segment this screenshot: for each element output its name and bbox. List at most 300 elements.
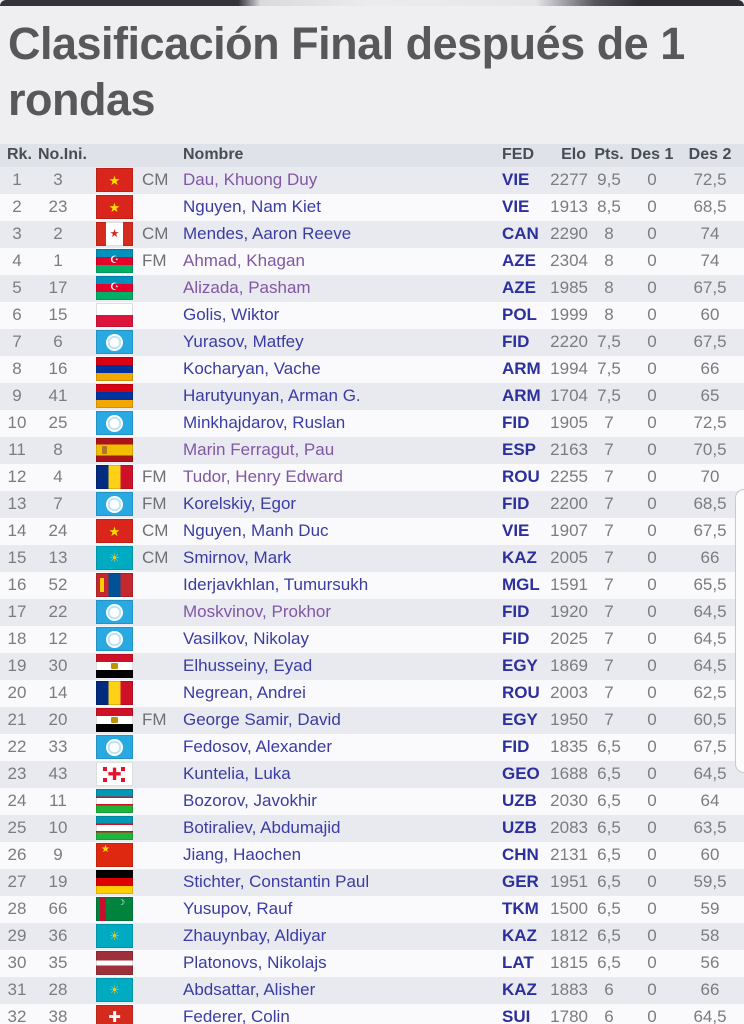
table-header-row: [0, 144, 744, 167]
tiebreak1-cell: 0: [647, 1007, 657, 1024]
tiebreak2-cell: 58: [700, 926, 720, 946]
federation-cell: MGL: [502, 575, 540, 595]
tiebreak2-cell: 64,5: [693, 629, 727, 649]
points-cell: 7: [604, 548, 614, 568]
tiebreak2-cell: 67,5: [693, 737, 727, 757]
fide-title-cell: [134, 680, 172, 707]
fide-title-cell: CM: [142, 224, 169, 244]
flag-cell: [82, 491, 134, 518]
table-row: [0, 356, 744, 383]
tiebreak1-cell: 0: [647, 683, 657, 703]
player-name-link[interactable]: Yurasov, Matfey: [183, 332, 304, 352]
fid-flag-icon: [96, 735, 133, 759]
player-name-link[interactable]: Marin Ferragut, Pau: [183, 440, 335, 460]
federation-cell: UZB: [502, 818, 537, 838]
player-name-link[interactable]: Stichter, Constantin Paul: [183, 872, 370, 892]
flag-cell: [82, 383, 134, 410]
rank-cell: 30: [7, 953, 27, 973]
flag-cell: [82, 221, 134, 248]
table-row: [0, 680, 744, 707]
federation-cell: POL: [502, 305, 537, 325]
mgl-flag-icon: [96, 573, 133, 597]
fid-flag-icon: [96, 330, 133, 354]
player-name-link[interactable]: Zhauynbay, Aldiyar: [183, 926, 327, 946]
overlay-panel-edge: [735, 489, 744, 773]
tiebreak2-cell: 59: [700, 899, 720, 919]
federation-cell: VIE: [502, 170, 530, 190]
points-cell: 6,5: [597, 845, 621, 865]
player-name-link[interactable]: Vasilkov, Nikolay: [183, 629, 309, 649]
elo-cell: 1905: [550, 413, 588, 433]
start-number-cell: 24: [48, 521, 68, 541]
player-name-link[interactable]: Jiang, Haochen: [183, 845, 302, 865]
col-header-name: Nombre: [183, 146, 244, 164]
points-cell: 7: [604, 683, 614, 703]
points-cell: 8: [604, 278, 614, 298]
tiebreak1-cell: 0: [647, 440, 657, 460]
elo-cell: 1500: [550, 899, 588, 919]
federation-cell: FID: [502, 413, 530, 433]
kaz-flag-icon: [96, 546, 133, 570]
points-cell: 7: [604, 710, 614, 730]
flag-cell: [82, 653, 134, 680]
rank-cell: 20: [7, 683, 27, 703]
tiebreak1-cell: 0: [647, 521, 657, 541]
federation-cell: AZE: [502, 278, 536, 298]
aze-flag-icon: [96, 249, 133, 273]
table-row: [0, 221, 744, 248]
tiebreak2-cell: 68,5: [693, 494, 727, 514]
elo-cell: 2030: [550, 791, 588, 811]
rank-cell: 9: [12, 386, 22, 406]
start-number-cell: 23: [48, 197, 68, 217]
rank-cell: 5: [12, 278, 22, 298]
elo-cell: 1951: [550, 872, 588, 892]
tiebreak1-cell: 0: [647, 386, 657, 406]
tiebreak2-cell: 72,5: [693, 170, 727, 190]
start-number-cell: 25: [48, 413, 68, 433]
fide-title-cell: [134, 356, 172, 383]
start-number-cell: 8: [53, 440, 63, 460]
tiebreak2-cell: 66: [700, 359, 720, 379]
start-number-cell: 1: [53, 251, 63, 271]
elo-cell: 2131: [550, 845, 588, 865]
federation-cell: TKM: [502, 899, 539, 919]
rank-cell: 29: [7, 926, 27, 946]
flag-cell: [82, 896, 134, 923]
start-number-cell: 7: [53, 494, 63, 514]
rank-cell: 8: [12, 359, 22, 379]
flag-cell: [82, 410, 134, 437]
player-name-link[interactable]: Smirnov, Mark: [183, 548, 292, 568]
player-name-link[interactable]: Ahmad, Khagan: [183, 251, 305, 271]
fide-title-cell: FM: [142, 251, 167, 271]
player-name-link[interactable]: Nguyen, Manh Duc: [183, 521, 329, 541]
rank-cell: 3: [12, 224, 22, 244]
table-row: [0, 410, 744, 437]
arm-flag-icon: [96, 384, 133, 408]
fide-title-cell: [134, 761, 172, 788]
points-cell: 8,5: [597, 197, 621, 217]
table-row: [0, 518, 744, 545]
fide-title-cell: [134, 788, 172, 815]
tiebreak1-cell: 0: [647, 710, 657, 730]
fide-title-cell: [134, 950, 172, 977]
federation-cell: LAT: [502, 953, 534, 973]
points-cell: 6,5: [597, 926, 621, 946]
start-number-cell: 12: [48, 629, 68, 649]
federation-cell: ARM: [502, 359, 541, 379]
player-name-link[interactable]: Yusupov, Rauf: [183, 899, 293, 919]
federation-cell: FID: [502, 494, 530, 514]
start-number-cell: 13: [48, 548, 68, 568]
can-flag-icon: [96, 222, 133, 246]
elo-cell: 1812: [550, 926, 588, 946]
fide-title-cell: [134, 626, 172, 653]
kaz-flag-icon: [96, 978, 133, 1002]
flag-cell: [82, 437, 134, 464]
elo-cell: 1780: [550, 1007, 588, 1024]
tiebreak1-cell: 0: [647, 548, 657, 568]
player-name-link[interactable]: Golis, Wiktor: [183, 305, 280, 325]
tiebreak1-cell: 0: [647, 305, 657, 325]
rank-cell: 14: [7, 521, 27, 541]
table-row: [0, 1004, 744, 1024]
points-cell: 7: [604, 494, 614, 514]
rank-cell: 15: [7, 548, 27, 568]
col-header-elo: Elo: [561, 146, 586, 164]
player-name-link[interactable]: Negrean, Andrei: [183, 683, 306, 703]
player-name-link[interactable]: Elhusseiny, Eyad: [183, 656, 313, 676]
chn-flag-icon: [96, 843, 133, 867]
player-name-link[interactable]: Tudor, Henry Edward: [183, 467, 343, 487]
tiebreak2-cell: 67,5: [693, 521, 727, 541]
flag-cell: [82, 248, 134, 275]
table-row: [0, 842, 744, 869]
rank-cell: 24: [7, 791, 27, 811]
fide-title-cell: [134, 383, 172, 410]
tiebreak2-cell: 60,5: [693, 710, 727, 730]
elo-cell: 1688: [550, 764, 588, 784]
table-row: [0, 626, 744, 653]
elo-cell: 2290: [550, 224, 588, 244]
arm-flag-icon: [96, 357, 133, 381]
flag-cell: [82, 977, 134, 1004]
table-row: [0, 950, 744, 977]
fide-title-cell: CM: [142, 521, 169, 541]
col-header-points: Pts.: [594, 146, 624, 164]
col-header-rank: Rk.: [7, 146, 32, 164]
points-cell: 6: [604, 980, 614, 1000]
player-name-link[interactable]: Dau, Khuong Duy: [183, 170, 318, 190]
flag-cell: [82, 923, 134, 950]
table-row: [0, 707, 744, 734]
federation-cell: EGY: [502, 656, 538, 676]
points-cell: 6,5: [597, 872, 621, 892]
tiebreak1-cell: 0: [647, 872, 657, 892]
vie-flag-icon: [96, 519, 133, 543]
federation-cell: ROU: [502, 683, 540, 703]
table-row: [0, 275, 744, 302]
tiebreak2-cell: 67,5: [693, 278, 727, 298]
table-row: [0, 437, 744, 464]
points-cell: 7,5: [597, 359, 621, 379]
flag-cell: [82, 869, 134, 896]
table-row: [0, 761, 744, 788]
tiebreak2-cell: 63,5: [693, 818, 727, 838]
rank-cell: 4: [12, 251, 22, 271]
points-cell: 7: [604, 602, 614, 622]
start-number-cell: 16: [48, 359, 68, 379]
start-number-cell: 10: [48, 818, 68, 838]
elo-cell: 1985: [550, 278, 588, 298]
federation-cell: ROU: [502, 467, 540, 487]
tiebreak1-cell: 0: [647, 737, 657, 757]
kaz-flag-icon: [96, 924, 133, 948]
rank-cell: 2: [12, 197, 22, 217]
tiebreak2-cell: 65,5: [693, 575, 727, 595]
start-number-cell: 9: [53, 845, 63, 865]
points-cell: 7,5: [597, 386, 621, 406]
flag-cell: [82, 329, 134, 356]
points-cell: 7: [604, 521, 614, 541]
player-name-link[interactable]: Botiraliev, Abdumajid: [183, 818, 341, 838]
table-row: [0, 491, 744, 518]
tiebreak1-cell: 0: [647, 791, 657, 811]
elo-cell: 2005: [550, 548, 588, 568]
flag-cell: [82, 572, 134, 599]
player-name-link[interactable]: George Samir, David: [183, 710, 341, 730]
fid-flag-icon: [96, 411, 133, 435]
tiebreak2-cell: 74: [700, 251, 720, 271]
rank-cell: 21: [7, 710, 27, 730]
player-name-link[interactable]: Abdsattar, Alisher: [183, 980, 316, 1000]
sui-flag-icon: [96, 1005, 133, 1024]
rou-flag-icon: [96, 465, 133, 489]
fide-title-cell: [134, 842, 172, 869]
federation-cell: FID: [502, 737, 530, 757]
ger-flag-icon: [96, 870, 133, 894]
player-name-link[interactable]: Nguyen, Nam Kiet: [183, 197, 321, 217]
esp-flag-icon: [96, 438, 133, 462]
tiebreak1-cell: 0: [647, 845, 657, 865]
federation-cell: UZB: [502, 791, 537, 811]
tiebreak1-cell: 0: [647, 980, 657, 1000]
start-number-cell: 11: [49, 791, 67, 811]
points-cell: 6: [604, 1007, 614, 1024]
rank-cell: 19: [7, 656, 27, 676]
flag-cell: [82, 680, 134, 707]
rank-cell: 12: [7, 467, 27, 487]
start-number-cell: 41: [48, 386, 68, 406]
rank-cell: 31: [7, 980, 27, 1000]
start-number-cell: 38: [48, 1007, 68, 1024]
tiebreak2-cell: 56: [700, 953, 720, 973]
elo-cell: 1907: [550, 521, 588, 541]
rank-cell: 10: [7, 413, 27, 433]
points-cell: 7: [604, 656, 614, 676]
player-name-link[interactable]: Minkhajdarov, Ruslan: [183, 413, 346, 433]
player-name-link[interactable]: Platonovs, Nikolajs: [183, 953, 327, 973]
points-cell: 6,5: [597, 737, 621, 757]
flag-cell: [82, 545, 134, 572]
flag-cell: [82, 599, 134, 626]
points-cell: 6,5: [597, 791, 621, 811]
start-number-cell: 17: [48, 278, 68, 298]
points-cell: 6,5: [597, 764, 621, 784]
player-name-link[interactable]: Korelskiy, Egor: [183, 494, 297, 514]
start-number-cell: 30: [48, 656, 68, 676]
fid-flag-icon: [96, 492, 133, 516]
uzb-flag-icon: [96, 816, 133, 840]
federation-cell: KAZ: [502, 980, 537, 1000]
elo-cell: 2163: [550, 440, 588, 460]
federation-cell: AZE: [502, 251, 536, 271]
tkm-flag-icon: [96, 897, 133, 921]
table-body: [0, 167, 744, 1024]
start-number-cell: 66: [48, 899, 68, 919]
points-cell: 8: [604, 305, 614, 325]
federation-cell: ARM: [502, 386, 541, 406]
fide-title-cell: [134, 572, 172, 599]
col-header-title: [134, 144, 172, 167]
fid-flag-icon: [96, 627, 133, 651]
fide-title-cell: [134, 923, 172, 950]
rank-cell: 16: [7, 575, 27, 595]
tiebreak2-cell: 64,5: [693, 656, 727, 676]
flag-cell: [82, 302, 134, 329]
tiebreak2-cell: 62,5: [693, 683, 727, 703]
player-name-link[interactable]: Bozorov, Javokhir: [183, 791, 317, 811]
flag-cell: [82, 815, 134, 842]
start-number-cell: 3: [53, 170, 63, 190]
fide-title-cell: [134, 275, 172, 302]
rank-cell: 17: [7, 602, 27, 622]
table-row: [0, 194, 744, 221]
tiebreak1-cell: 0: [647, 494, 657, 514]
elo-cell: 1913: [550, 197, 588, 217]
elo-cell: 1994: [550, 359, 588, 379]
tiebreak1-cell: 0: [647, 278, 657, 298]
player-name-link[interactable]: Federer, Colin: [183, 1007, 290, 1024]
fide-title-cell: FM: [142, 494, 167, 514]
federation-cell: CHN: [502, 845, 539, 865]
tiebreak2-cell: 60: [700, 845, 720, 865]
flag-cell: [82, 464, 134, 491]
start-number-cell: 36: [48, 926, 68, 946]
federation-cell: KAZ: [502, 548, 537, 568]
tiebreak2-cell: 70,5: [693, 440, 727, 460]
points-cell: 7: [604, 413, 614, 433]
player-name-link[interactable]: Mendes, Aaron Reeve: [183, 224, 352, 244]
player-name-link[interactable]: Alizada, Pasham: [183, 278, 311, 298]
player-name-link[interactable]: Kuntelia, Luka: [183, 764, 291, 784]
points-cell: 7,5: [597, 332, 621, 352]
rank-cell: 23: [7, 764, 27, 784]
egy-flag-icon: [96, 708, 133, 732]
table-row: [0, 329, 744, 356]
rou-flag-icon: [96, 681, 133, 705]
table-row: [0, 923, 744, 950]
start-number-cell: 33: [48, 737, 68, 757]
elo-cell: 2083: [550, 818, 588, 838]
table-row: [0, 302, 744, 329]
federation-cell: VIE: [502, 197, 530, 217]
flag-cell: [82, 707, 134, 734]
tiebreak1-cell: 0: [647, 656, 657, 676]
flag-cell: [82, 167, 134, 194]
player-name-link[interactable]: Moskvinov, Prokhor: [183, 602, 332, 622]
points-cell: 9,5: [597, 170, 621, 190]
elo-cell: 1815: [550, 953, 588, 973]
federation-cell: FID: [502, 602, 530, 622]
col-header-tiebreak1: Des 1: [630, 146, 674, 164]
federation-cell: GEO: [502, 764, 540, 784]
tiebreak2-cell: 67,5: [693, 332, 727, 352]
table-row: [0, 545, 744, 572]
table-row: [0, 167, 744, 194]
tiebreak2-cell: 59,5: [693, 872, 727, 892]
start-number-cell: 22: [48, 602, 68, 622]
flag-cell: [82, 761, 134, 788]
tiebreak2-cell: 70: [700, 467, 720, 487]
player-name-link[interactable]: Iderjavkhlan, Tumursukh: [183, 575, 369, 595]
elo-cell: 2220: [550, 332, 588, 352]
flag-cell: [82, 1004, 134, 1024]
player-name-link[interactable]: Fedosov, Alexander: [183, 737, 332, 757]
page-title-line2: rondas: [8, 73, 156, 125]
player-name-link[interactable]: Harutyunyan, Arman G.: [183, 386, 361, 406]
points-cell: 7: [604, 440, 614, 460]
elo-cell: 2025: [550, 629, 588, 649]
player-name-link[interactable]: Kocharyan, Vache: [183, 359, 321, 379]
fide-title-cell: CM: [142, 170, 169, 190]
rank-cell: 11: [8, 440, 26, 460]
fide-title-cell: [134, 1004, 172, 1024]
tiebreak1-cell: 0: [647, 413, 657, 433]
flag-cell: [82, 950, 134, 977]
pol-flag-icon: [96, 303, 133, 327]
start-number-cell: 43: [48, 764, 68, 784]
tiebreak2-cell: 64,5: [693, 764, 727, 784]
elo-cell: 2304: [550, 251, 588, 271]
tiebreak1-cell: 0: [647, 764, 657, 784]
tiebreak1-cell: 0: [647, 818, 657, 838]
start-number-cell: 15: [48, 305, 68, 325]
federation-cell: FID: [502, 332, 530, 352]
table-row: [0, 383, 744, 410]
tiebreak2-cell: 60: [700, 305, 720, 325]
table-row: [0, 869, 744, 896]
uzb-flag-icon: [96, 789, 133, 813]
vie-flag-icon: [96, 195, 133, 219]
elo-cell: 2255: [550, 467, 588, 487]
fide-title-cell: [134, 194, 172, 221]
tiebreak1-cell: 0: [647, 629, 657, 649]
rank-cell: 25: [7, 818, 27, 838]
table-row: [0, 896, 744, 923]
elo-cell: 1920: [550, 602, 588, 622]
lat-flag-icon: [96, 951, 133, 975]
flag-cell: [82, 194, 134, 221]
fide-title-cell: [134, 437, 172, 464]
points-cell: 7: [604, 467, 614, 487]
fide-title-cell: [134, 734, 172, 761]
fide-title-cell: [134, 599, 172, 626]
points-cell: 8: [604, 224, 614, 244]
fide-title-cell: [134, 869, 172, 896]
tiebreak2-cell: 66: [700, 548, 720, 568]
